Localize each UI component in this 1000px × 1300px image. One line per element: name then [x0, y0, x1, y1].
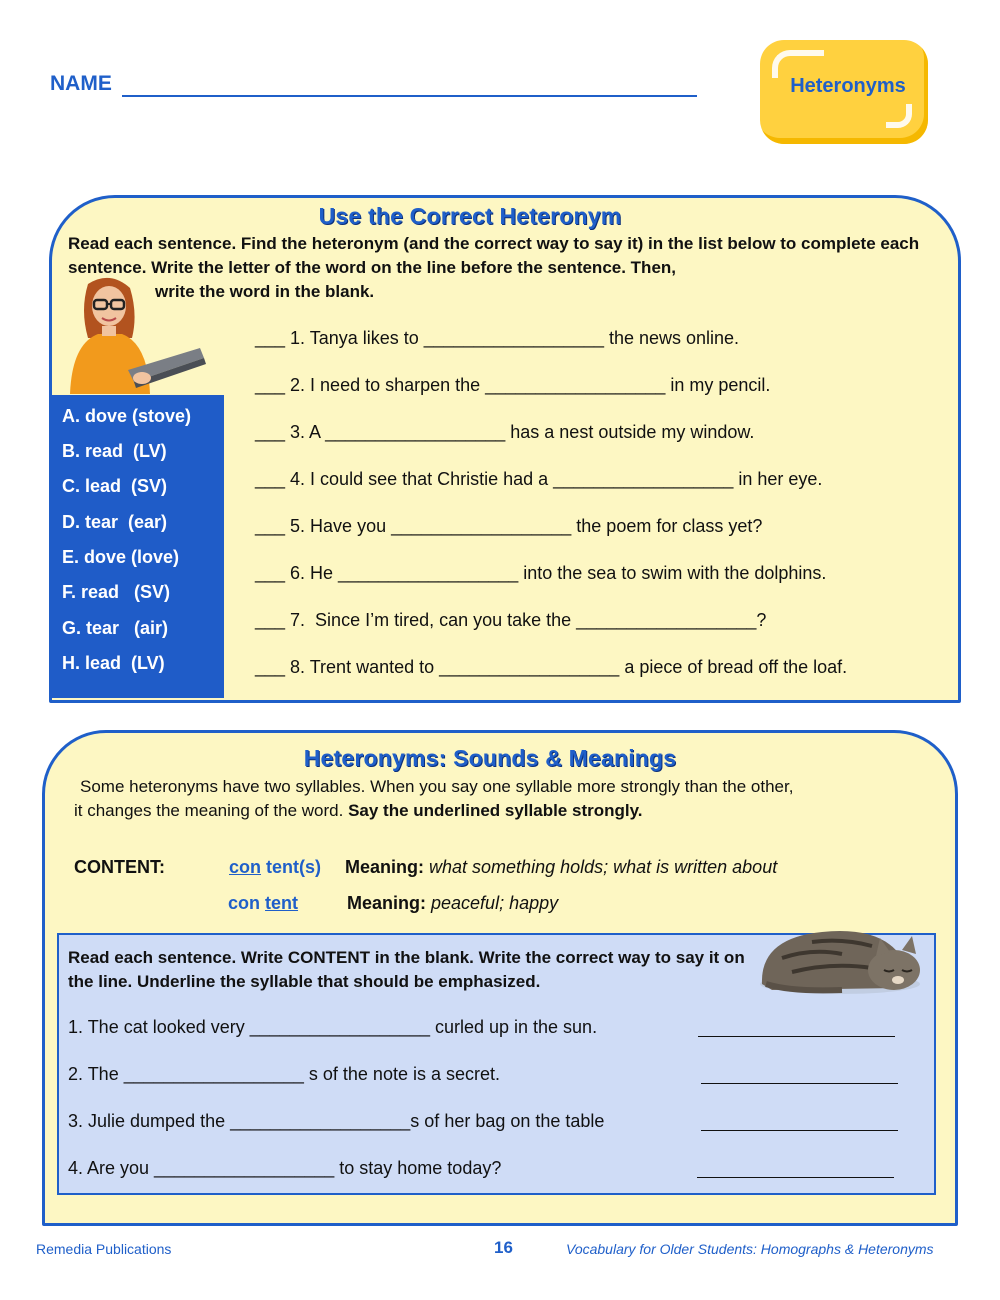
practice-question-2[interactable]: 2. The __________________ s of the note is a secret. — [68, 1064, 500, 1084]
section1-instructions: Read each sentence. Find the heteronym (and the correct way to say it) in the list below to complete each sentence. Write the letter of the word on the line before the sentence. Then, — [68, 234, 920, 277]
section1-instructions-cont: write the word in the blank. — [155, 282, 375, 301]
sentence-5[interactable]: ___ 5. Have you __________________ the poem for class yet? — [255, 516, 763, 536]
content-label: CONTENT: — [74, 857, 165, 877]
pronunciation-noun: con tent(s) — [229, 857, 322, 877]
footer-publisher: Remedia Publications — [36, 1241, 172, 1257]
woman-with-laptop-illustration — [58, 274, 208, 394]
sentence-8[interactable]: ___ 8. Trent wanted to __________________ a piece of bread off the loaf. — [255, 657, 848, 677]
sentence-3[interactable]: ___ 3. A __________________ has a nest outside my window. — [255, 422, 755, 442]
footer-book-title: Vocabulary for Older Students: Homographs & Heteronyms — [566, 1241, 934, 1257]
answer-line-2[interactable] — [701, 1083, 898, 1084]
word-option: B. read (LV) — [62, 441, 167, 461]
word-option: C. lead (SV) — [62, 476, 168, 496]
word-option: E. dove (love) — [62, 547, 180, 567]
section2-title: Heteronyms: Sounds & Meanings — [303, 745, 677, 771]
section2-paragraph-cont: it changes the meaning of the word. Say the underlined syllable strongly. — [74, 801, 643, 820]
meaning-adjective: Meaning: peaceful; happy — [347, 893, 559, 913]
practice-question-4[interactable]: 4. Are you __________________ to stay home today? — [68, 1158, 502, 1178]
answer-line-1[interactable] — [698, 1036, 895, 1037]
name-field[interactable] — [122, 95, 697, 97]
word-option: H. lead (LV) — [62, 653, 165, 673]
section2-paragraph: Some heteronyms have two syllables. When you say one syllable more strongly than the other, — [80, 777, 794, 796]
word-option: A. dove (stove) — [62, 406, 192, 426]
sentence-2[interactable]: ___ 2. I need to sharpen the __________________ in my pencil. — [255, 375, 771, 395]
word-option: F. read (SV) — [62, 582, 171, 602]
practice-question-3[interactable]: 3. Julie dumped the __________________s of her bag on the table — [68, 1111, 605, 1131]
sleeping-cat-illustration — [752, 918, 927, 1002]
practice-instructions: Read each sentence. Write CONTENT in the blank. Write the correct way to say it on the line. Underline the syllable that should be emphasized. — [68, 948, 745, 991]
page-number: 16 — [494, 1238, 513, 1257]
answer-line-3[interactable] — [701, 1130, 898, 1131]
meaning-noun: Meaning: what something holds; what is written about — [345, 857, 778, 877]
section1-title: Use the Correct Heteronym — [318, 203, 622, 229]
sentence-6[interactable]: ___ 6. He __________________ into the sea to swim with the dolphins. — [255, 563, 827, 583]
pronunciation-adjective: con tent — [228, 893, 299, 913]
practice-question-1[interactable]: 1. The cat looked very __________________ curled up in the sun. — [68, 1017, 598, 1037]
sentence-4[interactable]: ___ 4. I could see that Christie had a __________________ in her eye. — [255, 469, 823, 489]
name-label: NAME — [50, 72, 112, 95]
sentence-7[interactable]: ___ 7. Since I’m tired, can you take the __________________? — [255, 610, 767, 630]
answer-line-4[interactable] — [697, 1177, 894, 1178]
topic-tag-label: Heteronyms — [790, 75, 906, 97]
word-option: D. tear (ear) — [62, 512, 168, 532]
sentence-1[interactable]: ___ 1. Tanya likes to __________________ the news online. — [255, 328, 740, 348]
tag-highlight-decoration — [772, 50, 824, 78]
word-option: G. tear (air) — [62, 618, 169, 638]
